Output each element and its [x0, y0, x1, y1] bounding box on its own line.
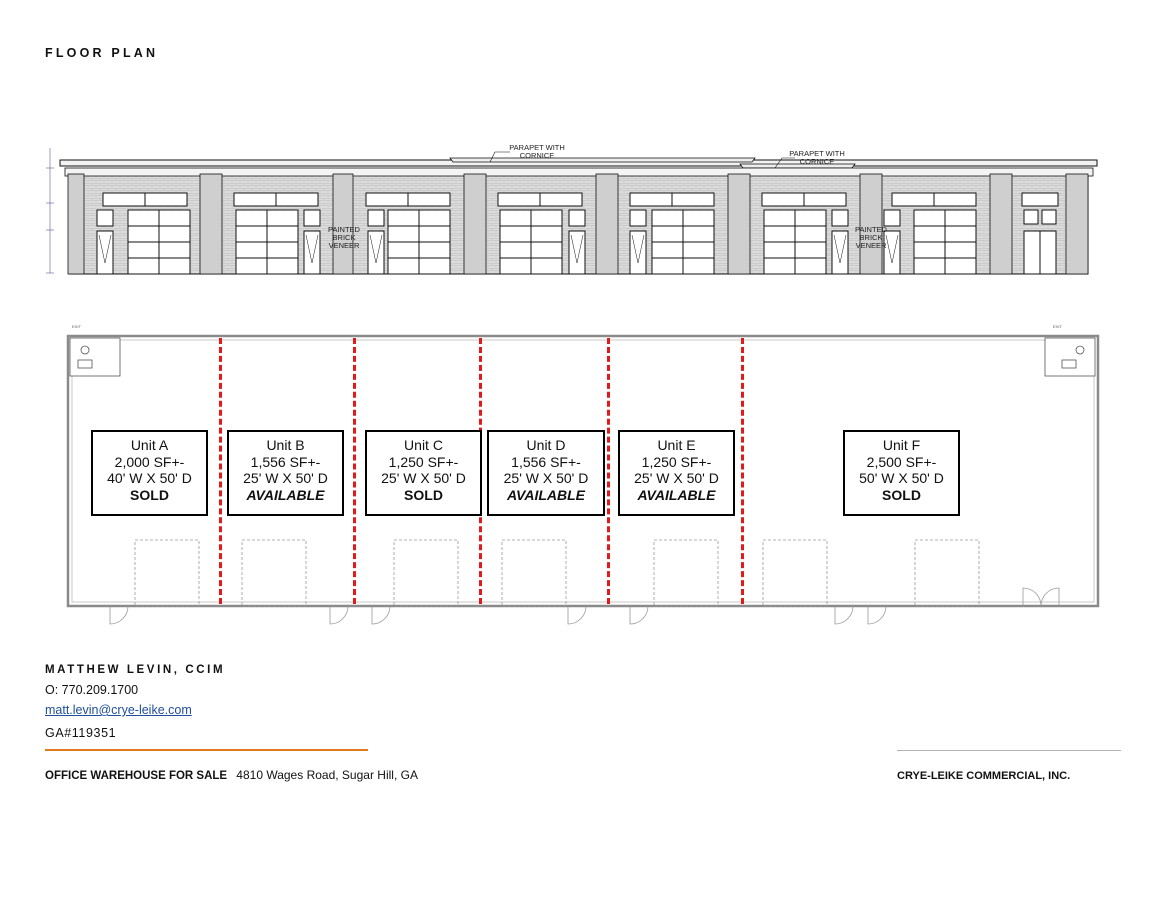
- footer-rule: [897, 750, 1121, 751]
- brick-note-2-line-1: PAINTED: [855, 225, 887, 234]
- agent-email-link[interactable]: matt.levin@crye-leike.com: [45, 703, 192, 717]
- unit-area: 1,250 SF+-: [641, 453, 712, 470]
- front-elevation-drawing: [40, 138, 1105, 283]
- side-window: [304, 210, 320, 226]
- unit-label-2: [227, 430, 344, 516]
- brick-note-1-line-3: VENEER: [328, 241, 360, 250]
- unit-name: Unit D: [526, 437, 566, 453]
- listing-address: 4810 Wages Road, Sugar Hill, GA: [236, 768, 418, 782]
- brick-note-1-line-1: PAINTED: [328, 225, 360, 234]
- parapet-note-2-line-2: CORNICE: [799, 157, 835, 166]
- unit-status: SOLD: [404, 486, 443, 503]
- listing-label: OFFICE WAREHOUSE FOR SALE: [45, 770, 228, 782]
- footer-listing: [45, 768, 418, 782]
- man-door-swing: [372, 606, 390, 624]
- unit-area: 1,556 SF+-: [250, 453, 321, 470]
- man-door-swing: [868, 606, 886, 624]
- unit-status: SOLD: [882, 486, 921, 503]
- agent-phone: O: 770.209.1700: [45, 683, 139, 697]
- unit-dimensions: 25' W X 50' D: [503, 470, 589, 486]
- unit-label-4: [487, 430, 605, 516]
- unit-label-5: [618, 430, 735, 516]
- man-door-swing: [330, 606, 348, 624]
- unit-name: Unit B: [266, 437, 305, 453]
- side-window: [97, 210, 113, 226]
- unit-name: Unit F: [882, 437, 921, 453]
- man-door-swing: [835, 606, 853, 624]
- unit-dimensions: 40' W X 50' D: [107, 470, 192, 486]
- agent-name: MATTHEW LEVIN, CCIM: [45, 664, 226, 676]
- svg-text:EXIT: EXIT: [72, 324, 81, 329]
- unit-divider: [741, 338, 744, 604]
- unit-name: Unit C: [404, 437, 443, 453]
- brick-note-1-line-2: BRICK: [332, 233, 356, 242]
- unit-label-3: [365, 430, 482, 516]
- unit-dimensions: 50' W X 50' D: [859, 470, 944, 486]
- brick-note-2-line-3: VENEER: [855, 241, 887, 250]
- page-title: FLOOR PLAN: [45, 46, 159, 60]
- svg-text:EXIT: EXIT: [1053, 324, 1062, 329]
- agent-license: GA#119351: [45, 726, 117, 740]
- unit-area: 2,500 SF+-: [866, 453, 937, 470]
- unit-dimensions: 25' W X 50' D: [243, 470, 328, 486]
- company-name: CRYE-LEIKE COMMERCIAL, INC.: [897, 770, 1071, 782]
- side-window: [630, 210, 646, 226]
- unit-divider: [353, 338, 356, 604]
- unit-divider: [219, 338, 222, 604]
- unit-status: AVAILABLE: [246, 486, 325, 503]
- unit-dimensions: 25' W X 50' D: [381, 470, 466, 486]
- unit-area: 1,250 SF+-: [388, 453, 459, 470]
- side-window: [832, 210, 848, 226]
- unit-status: AVAILABLE: [637, 486, 716, 503]
- man-door-swing: [568, 606, 586, 624]
- unit-name: Unit E: [657, 437, 696, 453]
- unit-area: 1,556 SF+-: [511, 453, 581, 470]
- unit-label-6: [843, 430, 960, 516]
- transom-window: [1022, 193, 1058, 206]
- side-window: [884, 210, 900, 226]
- parapet-note-2-line-1: PARAPET WITH: [789, 149, 845, 158]
- unit-status: AVAILABLE: [506, 486, 586, 503]
- unit-divider: [607, 338, 610, 604]
- unit-status: SOLD: [130, 486, 169, 503]
- unit-name: Unit A: [130, 437, 169, 453]
- parapet-note-1-line-2: CORNICE: [519, 151, 555, 160]
- side-window: [1024, 210, 1038, 224]
- man-door-swing: [630, 606, 648, 624]
- side-window: [569, 210, 585, 226]
- accent-rule: [45, 749, 368, 751]
- unit-area: 2,000 SF+-: [114, 453, 185, 470]
- side-window: [368, 210, 384, 226]
- man-door-swing: [110, 606, 128, 624]
- side-window: [1042, 210, 1056, 224]
- unit-dimensions: 25' W X 50' D: [634, 470, 719, 486]
- parapet-note-1-line-1: PARAPET WITH: [509, 143, 565, 152]
- brick-note-2-line-2: BRICK: [859, 233, 883, 242]
- unit-label-1: [91, 430, 208, 516]
